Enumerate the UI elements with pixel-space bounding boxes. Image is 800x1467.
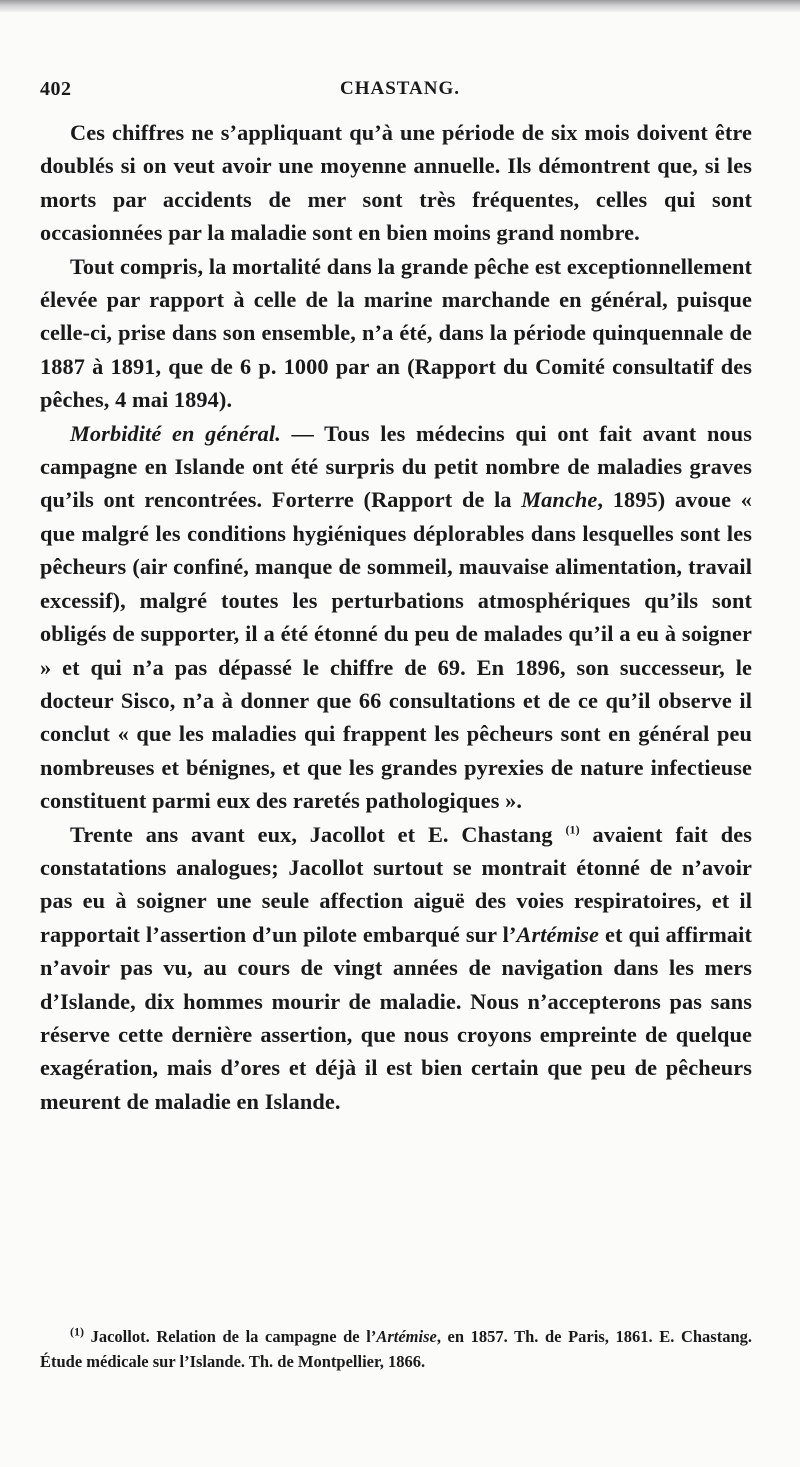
footnote: [40, 1324, 752, 1374]
paragraph-4-text-a: Trente ans avant eux, Jacollot et E. Chastang: [70, 821, 566, 847]
running-head: CHASTANG.: [339, 78, 461, 99]
footnote-mark: (1): [70, 1324, 84, 1339]
paragraph-1: Ces chiffres ne s’appliquant qu’à une période de six mois doivent être doublés si on veut avoir une moyenne annuelle. Ils démontrent que, si les morts par accidents de mer sont très fréquentes, celles qui sont occasionnées par la maladie sont en bien moins grand nombre.: [40, 120, 752, 246]
paragraph-4: [40, 818, 752, 1119]
footnote-ship-name: Artémise: [376, 1327, 437, 1346]
paragraph-3-text-b: , 1895) avoue « que malgré les conditions hygiéniques déplorables dans lesquelles sont les pêcheurs (air confiné, manque de sommeil, mauvaise alimentation, travail excessif), malgré toutes les perturbations atmosphériques qu’ils sont obligés de supporter, il a été étonné du peu de malades qu’il a eu à soigner » et qui n’a pas dépassé le chiffre de 69. En 1896, son successeur, le docteur Sisco, n’a à donner que 66 consultations et de ce qu’il observe il conclut « que les maladies qui frappent les pêcheurs sont en général peu nombreuses et bénignes, et que les grandes pyrexies de nature infectieuse constituent parmi eux des raretés pathologiques ».: [40, 487, 752, 814]
report-name: Manche: [521, 487, 598, 513]
paragraph-4-text-c: et qui affirmait n’avoir pas vu, au cours de vingt années de navigation dans les mers d’Islande, dix hommes mourir de maladie. Nous n’accepterons pas sans réserve cette dernière assertion, que nous croyons empreinte de quelque exagération, mais d’ores et déjà il est bien certain que peu de pêcheurs meurent de maladie en Islande.: [40, 921, 753, 1114]
paragraph-2: Tout compris, la mortalité dans la grande pêche est exceptionnellement élevée par rapport à celle de la marine marchande en général, puisque celle-ci, prise dans son ensemble, n’a été, dans la période quinquennale de 1887 à 1891, que de 6 p. 1000 par an (Rapport du Comité consultatif des pêches, 4 mai 1894).: [40, 253, 752, 413]
section-lead: Morbidité en général.: [70, 420, 281, 446]
page-header: [40, 78, 760, 108]
scan-top-edge: [0, 0, 800, 12]
body-text: [40, 116, 752, 1118]
ship-name: Artémise: [516, 921, 600, 947]
paragraph-3-text-a: — Tous les médecins qui ont fait avant nous campagne en Islande ont été surpris du petit nombre de maladies graves qu’ils ont rencontrées. Forterre (Rapport de la: [40, 420, 752, 513]
footnote-text-a: Jacollot. Relation de la campagne de l’: [84, 1327, 377, 1346]
page-number: 402: [40, 78, 72, 100]
footnote-text-b: , en 1857. Th. de Paris, 1861. E. Chastang. Étude médicale sur l’Islande. Th. de Montpellier, 1866.: [40, 1327, 753, 1371]
footnote-paragraph: [40, 1324, 752, 1374]
paragraph-3: [40, 417, 752, 818]
paragraph-4-text-b: avaient fait des constatations analogues; Jacollot surtout se montrait étonné de n’avoir pas eu à soigner une seule affection aiguë des voies respiratoires, et il rapportait l’assertion d’un pilote embarqué sur l’: [40, 821, 753, 947]
footnote-reference: (1): [565, 822, 580, 837]
